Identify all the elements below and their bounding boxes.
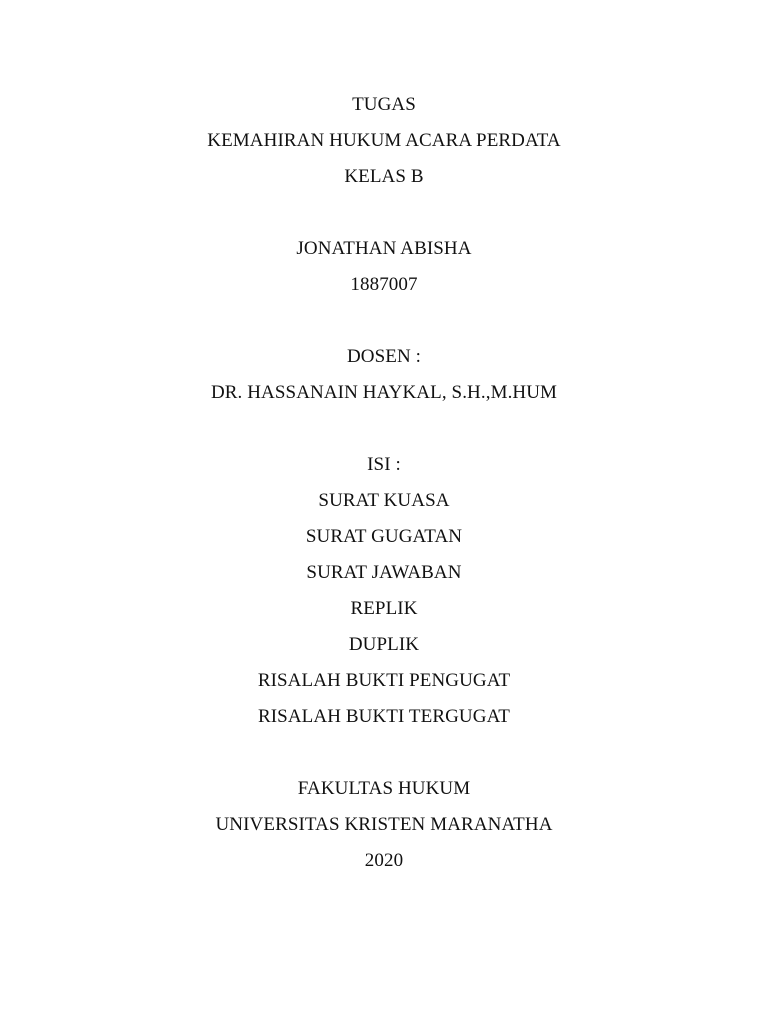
contents-item: DUPLIK (348, 634, 420, 655)
contents-item: SURAT JAWABAN (306, 562, 462, 583)
student-name: JONATHAN ABISHA (296, 238, 472, 259)
contents-item: SURAT GUGATAN (305, 526, 463, 547)
course-title: KEMAHIRAN HUKUM ACARA PERDATA (207, 130, 561, 151)
assignment-heading: TUGAS (352, 94, 416, 115)
contents-item: REPLIK (350, 598, 418, 619)
lecturer-label: DOSEN : (346, 346, 422, 367)
year: 2020 (364, 850, 404, 871)
contents-item: RISALAH BUKTI PENGUGAT (257, 670, 511, 691)
contents-item: RISALAH BUKTI TERGUGAT (257, 706, 510, 727)
contents-item: SURAT KUASA (318, 490, 450, 511)
university-name: UNIVERSITAS KRISTEN MARANATHA (215, 814, 553, 835)
class-label: KELAS B (344, 166, 424, 187)
lecturer-name: DR. HASSANAIN HAYKAL, S.H.,M.HUM (210, 382, 558, 403)
student-id: 1887007 (350, 274, 418, 295)
faculty-name: FAKULTAS HUKUM (297, 778, 471, 799)
contents-label: ISI : (367, 454, 401, 475)
